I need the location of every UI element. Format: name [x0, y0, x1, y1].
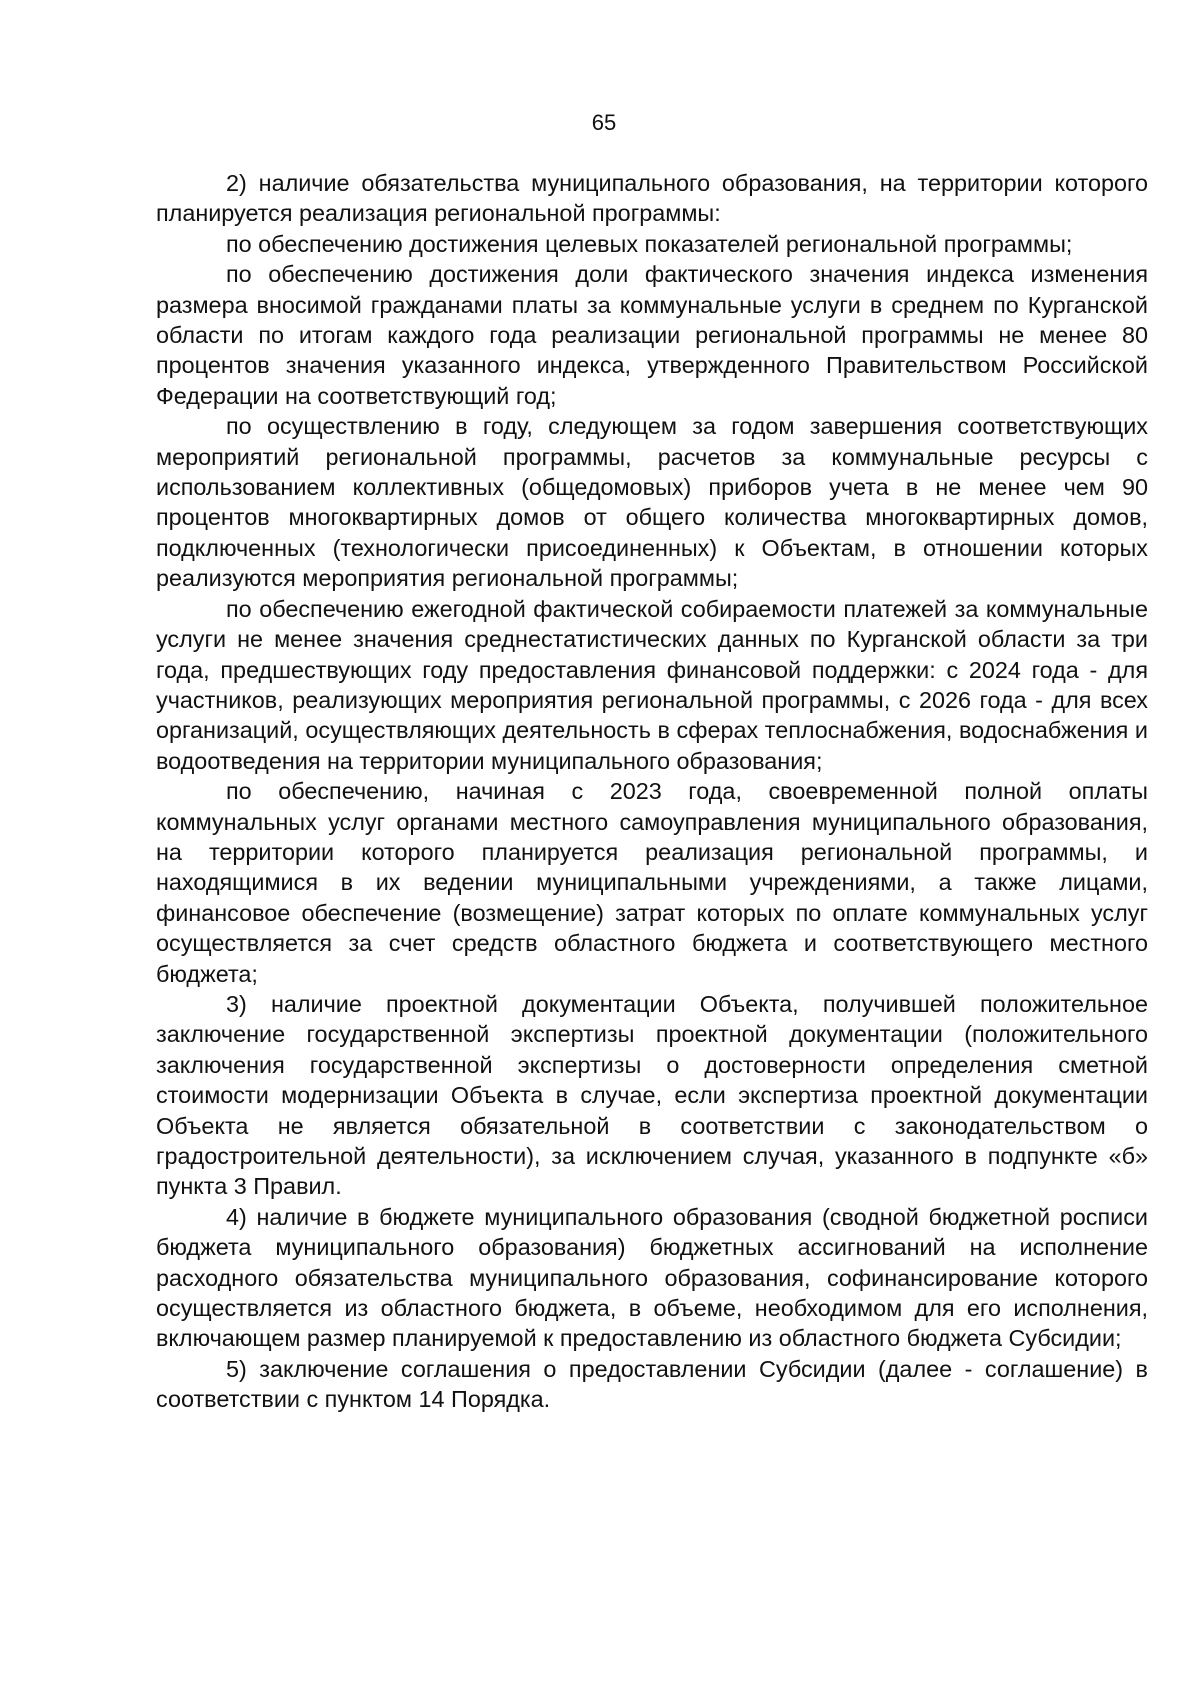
paragraph-item-5: 5) заключение соглашения о предоставлении Субсидии (далее - соглашение) в соответствии с пунктом 14 Порядка.	[156, 1355, 1148, 1413]
paragraph-payment-collection: по обеспечению ежегодной фактической собираемости платежей за коммунальные услуги не менее значения среднестатистических данных по Курганской области за три года, предшествующих году предоставления финансовой поддержки: с 2024 года - для участников, реализующих мероприятия региональной программы, с 2026 года - для всех организаций, осуществляющих деятельность в сферах теплоснабжения, водоснабжения и водоотведения на территории муниципального образования;	[156, 595, 1148, 774]
document-body	[156, 168, 1148, 1415]
paragraph-item-4: 4) наличие в бюджете муниципального образования (сводной бюджетной росписи бюджета муниципального образования) бюджетных ассигнований на исполнение расходного обязательства муниципального образования, софинансирование которого осуществляется из областного бюджета, в объеме, необходимом для его исполнения, включающем размер планируемой к предоставлению из областного бюджета Субсидии;	[156, 1203, 1148, 1352]
paragraph-utility-payment-index: по обеспечению достижения доли фактического значения индекса изменения размера вносимой гражданами платы за коммунальные услуги в среднем по Курганской области по итогам каждого года реализации региональной программы не менее 80 процентов значения указанного индекса, утвержденного Правительством Российской Федерации на соответствующий год;	[156, 261, 1148, 409]
paragraph-metering-devices: по осуществлению в году, следующем за годом завершения соответствующих мероприятий региональной программы, расчетов за коммунальные ресурсы с использованием коллективных (общедомовых) приборов учета в не менее чем 90 процентов многоквартирных домов от общего количества многоквартирных домов, подключенных (технологически присоединенных) к Объектам, в отношении которых реализуются мероприятия региональной программы;	[156, 413, 1148, 592]
paragraph-timely-payment: по обеспечению, начиная с 2023 года, своевременной полной оплаты коммунальных услуг органами местного самоуправления муниципального образования, на территории которого планируется реализация региональной программы, и находящимися в их ведении муниципальными учреждениями, а также лицами, финансовое обеспечение (возмещение) затрат которых по оплате коммунальных услуг осуществляется за счет средств областного бюджета и соответствующего местного бюджета;	[156, 778, 1148, 987]
paragraph-target-indicators: по обеспечению достижения целевых показателей региональной программы;	[226, 230, 1073, 257]
paragraph-item-2: 2) наличие обязательства муниципального образования, на территории которого планируется реализация региональной программы:	[156, 170, 1148, 227]
page-number: 65	[591, 110, 617, 135]
paragraph-item-3: 3) наличие проектной документации Объекта, получившей положительное заключение государственной экспертизы проектной документации (положительного заключения государственной экспертизы о достоверности определения сметной стоимости модернизации Объекта в случае, если экспертиза проектной документации Объекта не является обязательной в соответствии с законодательством о градостроительной деятельности), за исключением случая, указанного в подпункте «б» пункта 3 Правил.	[156, 990, 1148, 1200]
